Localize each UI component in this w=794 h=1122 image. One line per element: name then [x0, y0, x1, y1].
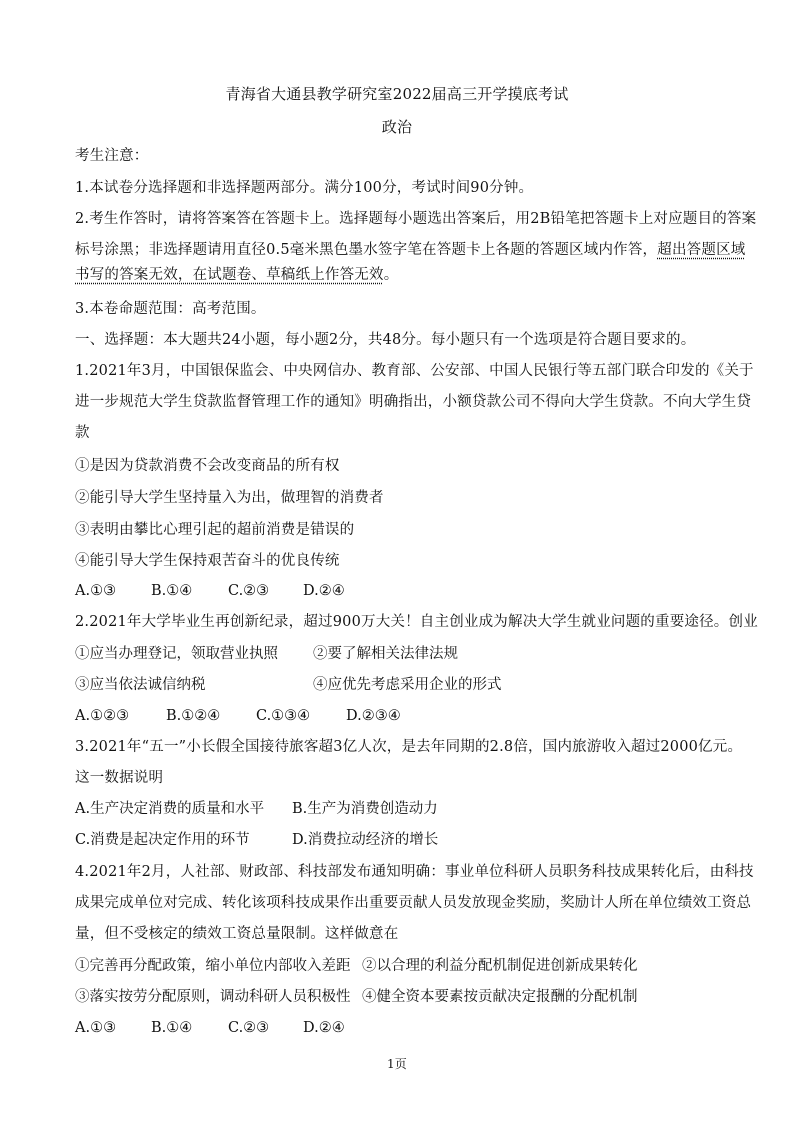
notice-item-1: 1.本试卷分选择题和非选择题两部分。满分100分，考试时间90分钟。 [75, 180, 534, 196]
q4-stem-line-3: 量，但不受核定的绩效工资总量限制。这样做意在 [75, 926, 399, 942]
q4-option-2: ②以合理的利益分配机制促进创新成果转化 [362, 958, 638, 974]
q2-option-2: ②要了解相关法律法规 [313, 646, 458, 662]
q4-stem-line-2: 成果完成单位对完成、转化该项科技成果作出重要贡献人员发放现金奖励，奖励计人所在单位绩效工资总 [75, 895, 752, 911]
notice-item-3: 3.本卷命题范围：高考范围。 [75, 301, 266, 317]
q1-choice-c: C.②③ [228, 583, 270, 599]
notice-item-2-line-2-text: 标号涂黑；非选择题请用直径0.5毫米黑色墨水签字笔在答题卡上各题的答题区域内作答， [75, 242, 658, 258]
q4-option-3: ③落实按劳分配原则，调动科研人员积极性 [75, 989, 351, 1005]
q4-option-1: ①完善再分配政策，缩小单位内部收入差距 [75, 958, 351, 974]
notice-emphasis-text: 超出答题区域 [657, 242, 746, 258]
q4-choice-c: C.②③ [228, 1020, 270, 1036]
q3-stem-line-2: 这一数据说明 [75, 770, 164, 786]
q3-choice-a: A.生产决定消费的质量和水平 [75, 801, 265, 817]
q1-stem-line-1: 1.2021年3月，中国银保监会、中央网信办、教育部、公安部、中国人民银行等五部门联合印发的《关于 [75, 363, 754, 379]
q1-choice-d: D.②④ [303, 583, 345, 599]
q2-choice-c: C.①③④ [256, 708, 311, 724]
q1-choice-a: A.①③ [75, 583, 117, 599]
q2-option-3: ③应当依法诚信纳税 [75, 677, 206, 693]
q2-stem: 2.2021年大学毕业生再创新纪录，超过900万大关！自主创业成为解决大学生就业问题的重要途径。创业 [75, 614, 758, 630]
notice-item-2-line-3-end: 。 [383, 267, 399, 283]
notice-item-2-line-2 [75, 240, 745, 260]
notice-item-2-line-1: 2.考生作答时，请将答案答在答题卡上。选择题每小题选出答案后，用2B铅笔把答题卡上对应题目的答案 [75, 211, 757, 227]
q4-option-4: ④健全资本要素按贡献决定报酬的分配机制 [362, 989, 638, 1005]
q2-choice-d: D.②③④ [346, 708, 401, 724]
q1-stem-line-3: 款 [75, 425, 90, 441]
q3-stem-line-1: 3.2021年“五一”小长假全国接待旅客超3亿人次，是去年同期的2.8倍，国内旅游收入超过2000亿元。 [75, 739, 743, 755]
q1-option-3: ③表明由攀比心理引起的超前消费是错误的 [75, 522, 355, 538]
page-number: 1页 [386, 1057, 408, 1071]
q1-choice-b: B.①④ [151, 583, 193, 599]
q4-choice-d: D.②④ [303, 1020, 345, 1036]
q4-choice-a: A.①③ [75, 1020, 117, 1036]
q2-option-4: ④应优先考虑采用企业的形式 [313, 677, 502, 693]
q1-option-1: ①是因为贷款消费不会改变商品的所有权 [75, 458, 340, 474]
q2-option-1: ①应当办理登记，领取营业执照 [75, 646, 278, 662]
exam-title: 青海省大通县教学研究室2022届高三开学摸底考试 [225, 85, 569, 103]
q2-choice-a: A.①②③ [75, 708, 130, 724]
notice-item-2-line-3 [75, 265, 398, 285]
exam-subject: 政治 [381, 118, 413, 136]
section-1-heading: 一、选择题：本大题共24小题，每小题2分，共48分。每小题只有一个选项是符合题目要求的。 [75, 332, 696, 348]
q3-choice-d: D.消费拉动经济的增长 [292, 832, 439, 848]
q3-choice-c: C.消费是起决定作用的环节 [75, 832, 250, 848]
q1-option-2: ②能引导大学生坚持量入为出，做理智的消费者 [75, 490, 384, 506]
notice-heading: 考生注意： [75, 148, 149, 164]
q1-stem-line-2: 进一步规范大学生贷款监督管理工作的通知》明确指出，小额贷款公司不得向大学生贷款。不向大学生贷 [75, 394, 752, 410]
notice-emphasis-text-2: 书写的答案无效，在试题卷、草稿纸上作答无效 [75, 267, 384, 283]
q4-choice-b: B.①④ [151, 1020, 193, 1036]
q2-choice-b: B.①②④ [166, 708, 221, 724]
q3-choice-b: B.生产为消费创造动力 [292, 801, 438, 817]
q1-option-4: ④能引导大学生保持艰苦奋斗的优良传统 [75, 553, 340, 569]
q4-stem-line-1: 4.2021年2月，人社部、财政部、科技部发布通知明确：事业单位科研人员职务科技成果转化后，由科技 [75, 864, 754, 880]
